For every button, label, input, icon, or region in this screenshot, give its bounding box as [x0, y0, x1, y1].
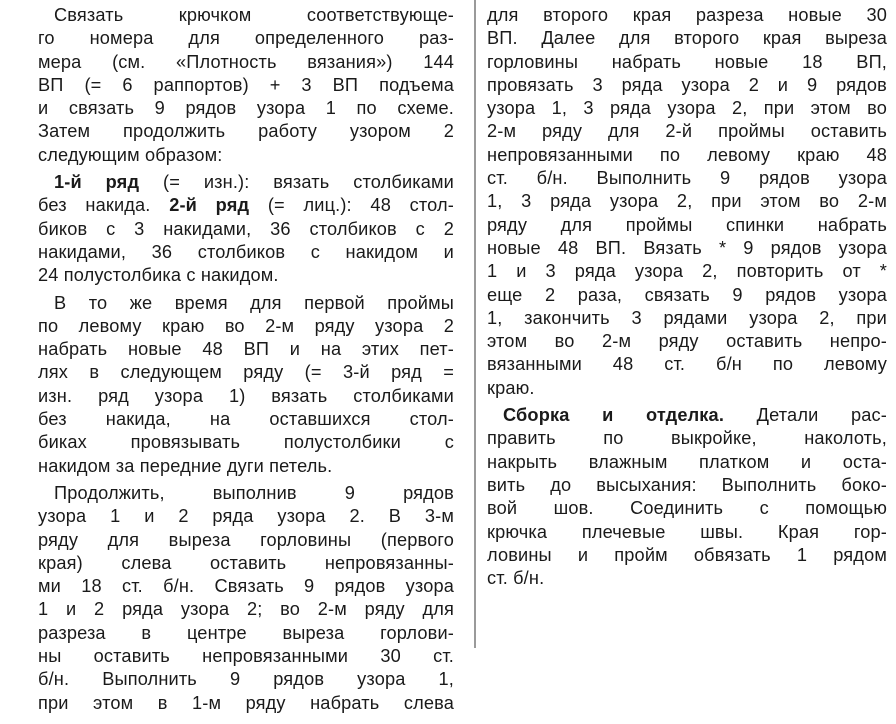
line-text: 1, закончить 3 рядами узора 2, при: [487, 307, 887, 328]
text-line: [38, 431, 454, 454]
line-text: узора 1 и 2 ряда узора 2. В 3-м: [38, 506, 454, 527]
line-text: для второго края разреза новые 30: [487, 5, 887, 25]
line-text: Детали рас-: [724, 405, 887, 426]
text-line: [487, 521, 887, 544]
text-line: [487, 404, 887, 427]
text-line: [487, 353, 887, 376]
line-text: непровязанными по левому краю 48: [487, 144, 887, 165]
text-line: [38, 171, 454, 194]
text-line: [487, 237, 887, 260]
bold-heading: 1-й ряд: [54, 172, 140, 193]
text-line: [38, 482, 454, 505]
text-line: [38, 645, 454, 668]
text-line: [38, 668, 454, 691]
line-text: накрыть влажным платком и оста-: [487, 451, 887, 472]
text-line: [487, 544, 887, 567]
line-text: (= изн.): вязать столбиками: [139, 172, 454, 193]
line-text: краю.: [487, 377, 535, 398]
line-text: ст. б/н. Выполнить 9 рядов узора: [487, 168, 887, 189]
text-line: [38, 552, 454, 575]
line-text: разреза в центре выреза горлови-: [38, 622, 454, 643]
line-text: накидами, 36 столбиков с накидом и: [38, 241, 454, 262]
text-line: [38, 292, 454, 315]
line-text: 2-м ряду для 2-й проймы оставить: [487, 121, 887, 142]
text-line: [487, 377, 887, 400]
line-text: изн. ряд узора 1) вязать столбиками: [38, 385, 454, 406]
text-line: [38, 27, 454, 50]
text-line: [487, 74, 887, 97]
line-text: вой шов. Соединить с помощью: [487, 498, 887, 519]
bold-heading: 2-й ряд: [169, 195, 250, 216]
line-text: провязать 3 ряда узора 2 и 9 рядов: [487, 74, 887, 95]
column-divider: [474, 0, 476, 648]
line-text: биках провязывать полустолбики с: [38, 432, 454, 453]
line-text: набрать новые 48 ВП и на этих пет-: [38, 339, 454, 360]
text-line: [487, 307, 887, 330]
line-text: вязанными 48 ст. б/н по левому: [487, 354, 887, 375]
line-text: ми 18 ст. б/н. Связать 9 рядов узора: [38, 576, 454, 597]
text-line: [487, 260, 887, 283]
line-text: без накида.: [38, 195, 170, 216]
line-text: ны оставить непровязанными 30 ст.: [38, 646, 454, 667]
line-text: без накида, на оставшихся стол-: [38, 409, 454, 430]
text-line: [38, 529, 454, 552]
text-line: [38, 692, 454, 715]
line-text: горловины набрать новые 18 ВП,: [487, 51, 887, 72]
text-line: [487, 190, 887, 213]
text-line: [38, 361, 454, 384]
text-line: [487, 144, 887, 167]
line-text: 1 и 2 ряда узора 2; во 2-м ряду для: [38, 599, 454, 620]
text-line: [38, 315, 454, 338]
text-line: [487, 214, 887, 237]
text-line: [38, 194, 454, 217]
text-line: [487, 27, 887, 50]
text-line: [487, 497, 887, 520]
text-line: [487, 97, 887, 120]
line-text: 1, 3 ряда узора 2, при этом во 2-м: [487, 191, 887, 212]
line-text: накидом за передние дуги петель.: [38, 455, 333, 476]
line-text: крючка плечевые швы. Края гор-: [487, 521, 887, 542]
text-line: [38, 218, 454, 241]
line-text: еще 2 раза, связать 9 рядов узора: [487, 284, 887, 305]
bold-heading: Сборка и отделка.: [503, 405, 725, 426]
text-line: [38, 598, 454, 621]
text-line: [487, 427, 887, 450]
line-text: следующим образом:: [38, 144, 223, 165]
text-line: [38, 385, 454, 408]
line-text: ловины и пройм обвязать 1 рядом: [487, 544, 887, 565]
text-line: [487, 120, 887, 143]
text-line: [487, 474, 887, 497]
line-text: узора 1, 3 ряда узора 2, при этом во: [487, 98, 887, 119]
text-line: [487, 51, 887, 74]
text-line: [38, 338, 454, 361]
line-text: б/н. Выполнить 9 рядов узора 1,: [38, 669, 454, 690]
line-text: 24 полустолбика с накидом.: [38, 265, 279, 286]
text-line: [38, 622, 454, 645]
line-text: и связать 9 рядов узора 1 по схеме.: [38, 98, 454, 119]
text-line: [38, 455, 454, 478]
line-text: новые 48 ВП. Вязать * 9 рядов узора: [487, 237, 887, 258]
line-text: го номера для определенного раз-: [38, 28, 454, 49]
line-text: лях в следующем ряду (= 3-й ряд =: [38, 362, 454, 383]
text-line: [487, 4, 887, 27]
text-line: [38, 120, 454, 143]
line-text: ряду для выреза горловины (первого: [38, 529, 454, 550]
text-line: [38, 575, 454, 598]
line-text: ст. б/н.: [487, 568, 545, 589]
text-line: [38, 505, 454, 528]
line-text: 1 и 3 ряда узора 2, повторить от *: [487, 261, 887, 282]
line-text: Затем продолжить работу узором 2: [38, 121, 454, 142]
line-text: биков с 3 накидами, 36 столбиков с 2: [38, 218, 454, 239]
text-line: [38, 264, 454, 287]
line-text: ВП (= 6 раппортов) + 3 ВП подъема: [38, 74, 454, 95]
line-text: этом во 2-м ряду оставить непро-: [487, 331, 887, 352]
line-text: при этом в 1-м ряду набрать слева: [38, 692, 454, 713]
text-line: [487, 167, 887, 190]
text-line: [38, 97, 454, 120]
text-column-right: [487, 4, 887, 590]
text-line: [38, 408, 454, 431]
text-line: [38, 51, 454, 74]
line-text: вить до высыхания: Выполнить боко-: [487, 474, 887, 495]
line-text: края) слева оставить непровязанны-: [38, 552, 454, 573]
line-text: по левому краю во 2-м ряду узора 2: [38, 315, 454, 336]
line-text: Связать крючком соответствующе-: [54, 5, 454, 25]
line-text: ВП. Далее для второго края выреза: [487, 28, 887, 49]
line-text: В то же время для первой проймы: [54, 292, 454, 313]
text-line: [38, 4, 454, 27]
line-text: править по выкройке, наколоть,: [487, 428, 887, 449]
text-line: [487, 451, 887, 474]
text-line: [38, 74, 454, 97]
line-text: мера (см. «Плотность вязания») 144: [38, 51, 454, 72]
line-text: ряду для проймы спинки набрать: [487, 214, 887, 235]
line-text: Продолжить, выполнив 9 рядов: [54, 482, 454, 503]
text-line: [487, 567, 887, 590]
text-line: [38, 241, 454, 264]
line-text: (= лиц.): 48 стол-: [249, 195, 454, 216]
text-line: [487, 330, 887, 353]
text-line: [38, 144, 454, 167]
text-line: [487, 284, 887, 307]
text-column-left: [38, 4, 454, 715]
